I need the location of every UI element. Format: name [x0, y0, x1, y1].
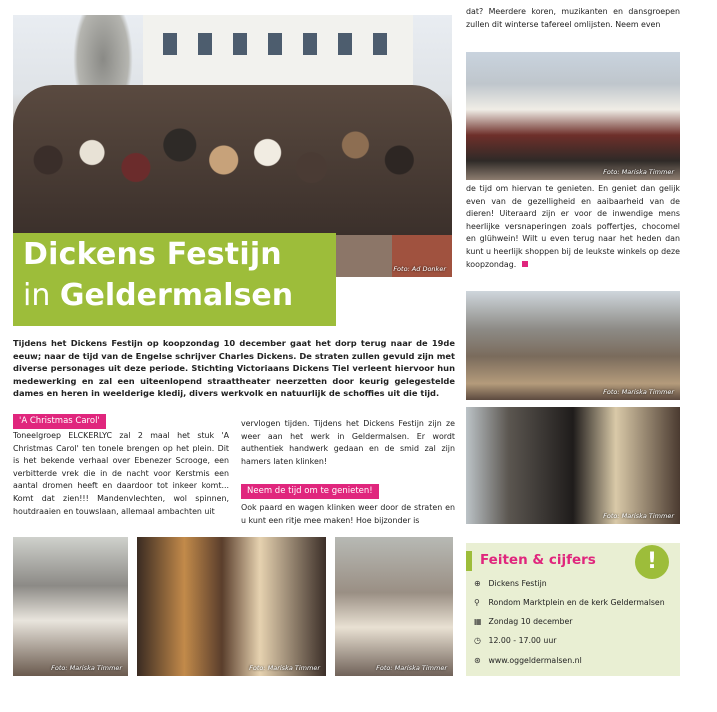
costumed-crowd [13, 85, 452, 235]
right-column-text-middle [466, 183, 680, 271]
photo-credit: Foto: Mariska Timmer [51, 664, 122, 672]
title-in: in [23, 278, 51, 313]
photo-choir-singers [466, 52, 680, 180]
right-column-paragraph: de tijd om hiervan te genieten. En geniet dan gelijk even van de gezelligheid en aaibaarheid van de dieren! Uiteraard zijn er voor de inwendige mens heerlijke versnaperingen zoals poffertjes, chocomel en glühwein! Wilt u even terug naar het heden dan kunt u heerlijk shoppen bij de leukste winkels op deze koopzondag. [466, 184, 680, 269]
article-title-place-line [23, 278, 293, 313]
column-1-text: Toneelgroep ELCKERLYC zal 2 maal het stuk 'A Christmas Carol' ten tonele brengen op het plein. Dit is het bekende verhaal over Ebenezer Scrooge, een verbitterde vrek die in de nacht voor Kerstmis een aantal dromen heeft en daardoor tot inkeer komt... Komt dat zien!!! Mandenvlechten, wol spinnen, houtdraaien en touwslaan, allemaal ambachten uit [13, 431, 229, 516]
photo-costumed-lady [335, 537, 453, 676]
column-2-text: vervlogen tijden. Tijdens het Dickens Festijn zijn ze weer aan het werk in Geldermalsen. Er wordt authentiek handwerk gedaan en de smid zal zijn hamers laten klinken! [241, 419, 455, 466]
fact-location [474, 598, 665, 607]
title-place: Geldermalsen [59, 278, 294, 313]
article-title: Dickens Festijn [23, 237, 282, 272]
fact-text: 12.00 - 17.00 uur [488, 636, 557, 645]
globe-icon: ⊛ [474, 656, 481, 665]
photo-shop-window-group [137, 537, 326, 676]
fact-date [474, 617, 572, 626]
plus-icon: ⊕ [474, 579, 481, 588]
fact-time [474, 636, 556, 645]
right-column-text-top: dat? Meerdere koren, muzikanten en dansgroepen zullen dit winterse tafereel omlijsten. Neem even [466, 7, 680, 29]
facts-title: Feiten & cijfers [480, 552, 596, 568]
photo-costumed-women [13, 537, 128, 676]
photo-horse-carriage [466, 407, 680, 524]
article-intro: Tijdens het Dickens Festijn op koopzondag 10 december gaat het dorp terug naar de 19de eeuw; naar de tijd van de Engelse schrijver Charles Dickens. De straten zullen gevuld zijn met diverse personages uit deze periode. Stichting Victoriaans Dickens Tiel verleent hiervoor hun medewerking en zal een uiteenlopend straattheater neerzetten door keurig gelegestelde dames en heren in weelderige kledij, divers werkvolk en natuurlijk de schoffies uit die tijd. [13, 338, 455, 399]
fact-event [474, 579, 547, 588]
section-tag-genieten: Neem de tijd om te genieten! [241, 484, 379, 499]
location-pin-icon: ⚲ [474, 598, 480, 607]
facts-title-bar [466, 551, 472, 571]
fact-text: Dickens Festijn [488, 579, 547, 588]
fact-text: Zondag 10 december [488, 617, 573, 626]
photo-credit: Foto: Mariska Timmer [603, 388, 674, 396]
article-title-box [13, 233, 336, 326]
photo-animals-market [466, 291, 680, 400]
photo-credit: Foto: Ad Donker [393, 265, 446, 273]
column-2-text-continued: Ook paard en wagen klinken weer door de straten en u kunt een ritje mee maken! Hoe bijzonder is [241, 503, 455, 525]
section-tag-christmas-carol: 'A Christmas Carol' [13, 414, 106, 429]
photo-credit: Foto: Mariska Timmer [603, 168, 674, 176]
clock-icon: ◷ [474, 636, 481, 645]
end-mark-square [522, 261, 528, 267]
fact-text: Rondom Marktplein en de kerk Geldermalsen [488, 598, 665, 607]
photo-credit: Foto: Mariska Timmer [603, 512, 674, 520]
facts-box [466, 543, 680, 676]
exclamation-icon: ! [635, 545, 669, 579]
fact-website [474, 656, 582, 665]
calendar-icon: ▦ [474, 617, 482, 626]
photo-credit: Foto: Mariska Timmer [376, 664, 447, 672]
photo-credit: Foto: Mariska Timmer [249, 664, 320, 672]
fact-text: www.oggeldermalsen.nl [488, 656, 582, 665]
